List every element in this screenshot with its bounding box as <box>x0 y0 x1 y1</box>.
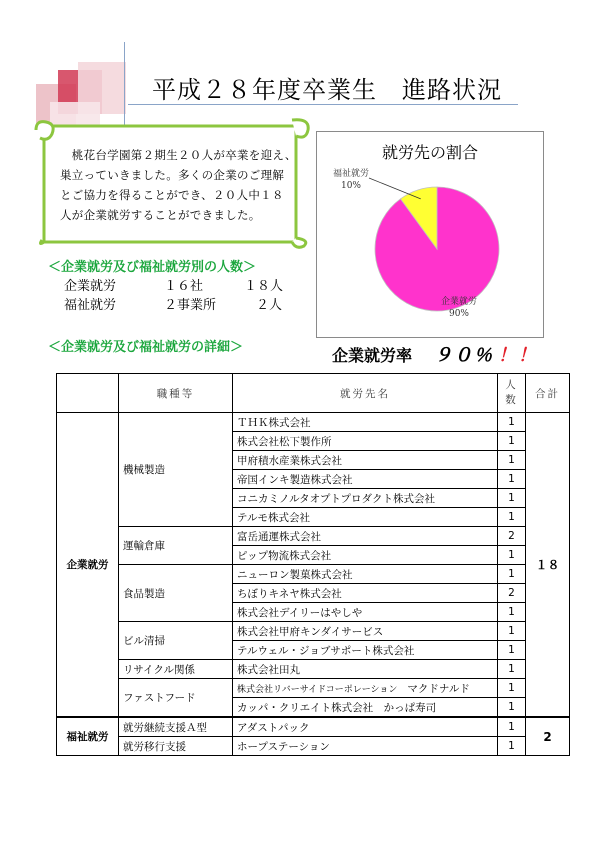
table-row <box>57 679 570 698</box>
table-row <box>57 622 570 641</box>
intro-line: 巣立っていきました。多くの企業のご理解 <box>60 168 285 182</box>
employer-name: テルモ株式会社 <box>233 508 498 527</box>
employer-name: 株式会社デイリーはやしや <box>233 603 498 622</box>
employee-count: 1 <box>498 470 526 489</box>
employer-name: ニューロン製菓株式会社 <box>233 565 498 584</box>
pie-label-value-0: 90% <box>448 309 470 319</box>
employer-name: カッパ・クリエイト株式会社 かっぱ寿司 <box>233 698 498 718</box>
employee-count: 1 <box>498 717 526 737</box>
pie-leader-line <box>369 178 421 199</box>
count-type: 福祉就労 <box>64 298 117 313</box>
category-label: 就労移行支援 <box>119 737 233 756</box>
pie-chart-svg <box>317 132 543 337</box>
pie-chart <box>316 131 544 338</box>
pie-label-value-1: 10% <box>340 181 362 191</box>
group-total: 2 <box>526 717 570 756</box>
table-row <box>57 660 570 679</box>
category-label: ファストフード <box>119 679 233 718</box>
employer-name-prefix: 株式会社リバーサイドコーポレーション <box>237 684 398 695</box>
page-title: 平成２８年度卒業生 進路状況 <box>152 76 502 104</box>
table-header-row <box>57 374 570 413</box>
employee-count: 1 <box>498 698 526 718</box>
pie-label-0: 企業就労 <box>440 297 478 307</box>
employment-detail-table <box>56 373 570 756</box>
table-row <box>57 413 570 432</box>
count-orgs: ２事業所 <box>164 298 217 313</box>
employer-name: ホープステーション <box>233 737 498 756</box>
pie-label-1: 福祉就労 <box>332 169 370 179</box>
employee-count: 1 <box>498 508 526 527</box>
employee-count: 1 <box>498 622 526 641</box>
counts-table <box>64 277 316 315</box>
employer-name: 富岳通運株式会社 <box>233 527 498 546</box>
table-row <box>57 737 570 756</box>
intro-text <box>60 145 296 225</box>
employer-name <box>233 679 498 698</box>
category-label: 運輸倉庫 <box>119 527 233 565</box>
employee-count: 1 <box>498 679 526 698</box>
employee-count: 2 <box>498 527 526 546</box>
employee-count: 1 <box>498 565 526 584</box>
table-row <box>57 527 570 546</box>
count-orgs: １６社 <box>164 279 204 294</box>
count-people: １８人 <box>244 279 284 294</box>
employer-name: アダストパック <box>233 717 498 737</box>
category-label: 就労継続支援Ａ型 <box>119 717 233 737</box>
employer-name-brand: マクドナルド <box>407 682 470 695</box>
count-row-company <box>64 277 316 296</box>
employee-count: 1 <box>498 432 526 451</box>
category-label: 機械製造 <box>119 413 233 527</box>
employer-name: ＴＨＫ株式会社 <box>233 413 498 432</box>
table-header-count: 人 数 <box>498 374 526 413</box>
rate-value: ９０％ <box>434 345 495 366</box>
rate-exclaim: ！！ <box>498 345 539 366</box>
intro-line: 人が企業就労することができました。 <box>60 208 261 222</box>
employee-count: 1 <box>498 737 526 756</box>
category-label: ビル清掃 <box>119 622 233 660</box>
group-label: 企業就労 <box>57 413 119 718</box>
employee-count: 1 <box>498 489 526 508</box>
employee-count: 2 <box>498 584 526 603</box>
employer-name: コニカミノルタオプトプロダクト株式会社 <box>233 489 498 508</box>
table-header-employer: 就労先名 <box>233 374 498 413</box>
employer-name: ピップ物流株式会社 <box>233 546 498 565</box>
table-header-category: 職種等 <box>119 374 233 413</box>
counts-heading: ＜企業就労及び福祉就労別の人数＞ <box>48 260 257 275</box>
intro-line: とご協力を得ることができ、２０人中１８ <box>60 188 284 202</box>
employer-name: 甲府積水産業株式会社 <box>233 451 498 470</box>
count-type: 企業就労 <box>64 279 117 294</box>
group-label: 福祉就労 <box>57 717 119 756</box>
category-label: リサイクル関係 <box>119 660 233 679</box>
employer-name: ちぼりキネヤ株式会社 <box>233 584 498 603</box>
count-row-welfare <box>64 296 316 315</box>
employee-count: 1 <box>498 451 526 470</box>
count-people: ２人 <box>256 298 283 313</box>
employee-count: 1 <box>498 413 526 432</box>
table-header-group <box>57 374 119 413</box>
employer-name: 帝国インキ製造株式会社 <box>233 470 498 489</box>
table-row <box>57 565 570 584</box>
rate-label: 企業就労率 <box>332 346 413 365</box>
employer-name: 株式会社甲府キンダイサービス <box>233 622 498 641</box>
employee-count: 1 <box>498 641 526 660</box>
employee-count: 1 <box>498 546 526 565</box>
detail-heading: ＜企業就労及び福祉就労の詳細＞ <box>48 340 244 355</box>
employer-name: 株式会社田丸 <box>233 660 498 679</box>
intro-line: 桃花台学園第２期生２０人が卒業を迎え、 <box>60 148 297 162</box>
employee-count: 1 <box>498 603 526 622</box>
chart-title: 就労先の割合 <box>381 143 478 162</box>
employer-name: 株式会社松下製作所 <box>233 432 498 451</box>
employee-count: 1 <box>498 660 526 679</box>
employment-rate <box>332 341 538 367</box>
category-label: 食品製造 <box>119 565 233 622</box>
employer-name: テルウェル・ジョブサポート株式会社 <box>233 641 498 660</box>
group-total: １８ <box>526 413 570 718</box>
table-header-total: 合計 <box>526 374 570 413</box>
table-row <box>57 717 570 737</box>
